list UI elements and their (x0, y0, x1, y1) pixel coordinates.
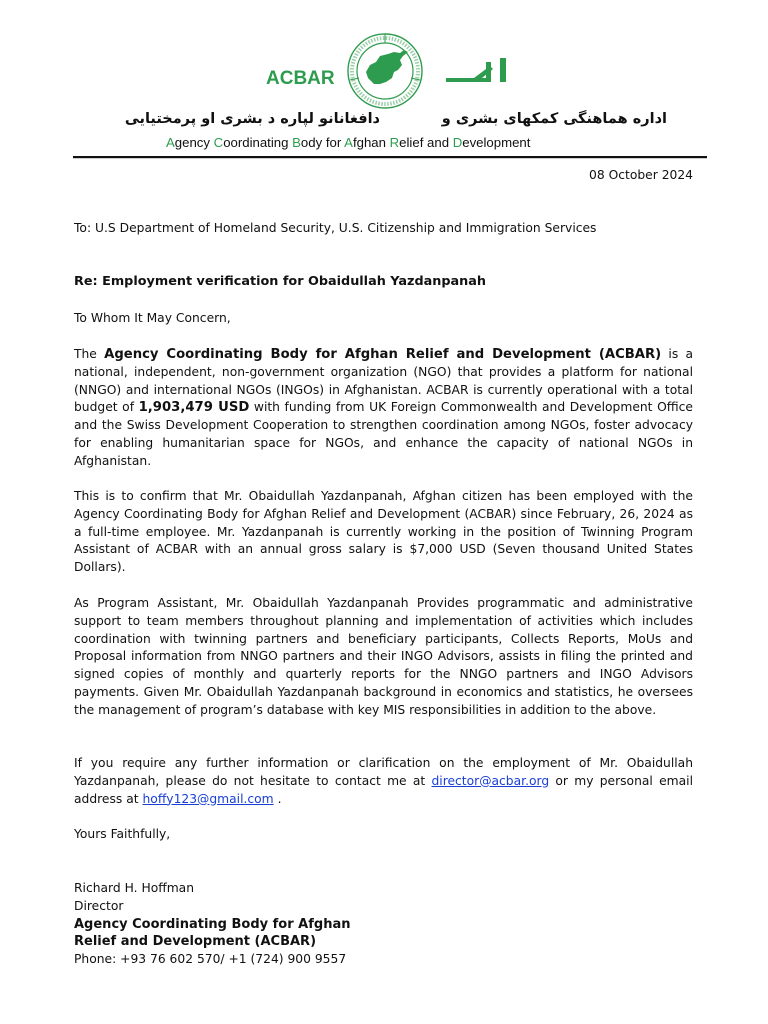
signatory-org-line2: Relief and Development (ACBAR) (74, 934, 317, 950)
letterhead-divider-shadow (73, 158, 707, 159)
paragraph-job-duties: As Program Assistant, Mr. Obaidullah Yazdanpanah Provides programmatic and administrative support to team members throughout planning and implementation of activities which includes coordination with twinning partners and beneficiary participants, Collects Reports, MoUs and Proposal information from NNGO partners and their INGO Advisors, assists in filing the printed and signed copies of monthly and quarterly reports for the NNGO partners and INGO Advisors payments. Given Mr. Obaidullah Yazdanpanah background in economics and statistics, he oversees the management of program’s database with key MIS responsibilities in addition to the above. (74, 596, 693, 717)
name-initial: B (292, 135, 301, 150)
signatory-org-line1: Agency Coordinating Body for Afghan (74, 916, 351, 932)
director-email-link[interactable]: director@acbar.org (431, 773, 550, 788)
afghanistan-map-seal-icon (346, 32, 424, 110)
name-initial: R (389, 135, 400, 150)
name-part: elief and (399, 135, 453, 150)
persian-name-right: اداره هماهنگی کمکهای بشری و (441, 111, 667, 127)
recipient-line: To: U.S Department of Homeland Security, U.S. Citizenship and Immigration Services (74, 221, 597, 235)
text: If you require any further information or clarification on the employment of Mr. Obaidullah Yazdanpanah, please do not hesitate to contact me at (74, 756, 693, 788)
name-initial: A (344, 135, 353, 150)
signatory-phone: Phone: +93 76 602 570/ +1 (724) 900 9557 (74, 952, 347, 967)
org-name-bold: Agency Coordinating Body for Afghan Relief and Development (ACBAR) (104, 347, 662, 362)
persian-name-left: دافغانانو لپاره د بشری او پرمختیایی (124, 111, 380, 127)
text: The (74, 347, 105, 361)
text: is a national, independent, non-government organization (NGO) that provides a platform for national (NNGO) and international NGOs (INGOs) in Afghanistan. ACBAR is currently operational with a total budget of (74, 347, 694, 415)
name-initial: C (213, 135, 224, 150)
acbar-wordmark-fa (444, 52, 512, 92)
salutation: To Whom It May Concern, (74, 311, 231, 325)
name-part: ody for (300, 135, 345, 150)
name-initial: A (166, 135, 175, 150)
name-part: evelopment (462, 135, 531, 150)
name-part: oordinating (223, 135, 293, 150)
text: or my personal email address at (74, 773, 693, 806)
subject-line: Re: Employment verification for Obaidullah Yazdanpanah (74, 274, 487, 289)
paragraph-employment-confirmation: This is to confirm that Mr. Obaidullah Yazdanpanah, Afghan citizen has been employed with the Agency Coordinating Body for Afghan Relief and Development (ACBAR) since February, 26, 2024 as a full-time employee. Mr. Yazdanpanah is currently working in the position of Twinning Program Assistant of ACBAR with an annual gross salary is $7,000 USD (Seven thousand United States Dollars). (74, 489, 693, 575)
personal-email-link[interactable]: hoffy123@gmail.com (142, 791, 274, 806)
text: with funding from UK Foreign Commonwealth and Development Office and the Swiss Development Cooperation to strengthen coordination among NGOs, foster advocacy for enabling humanitarian space for NGOs, and enhance the capacity of national NGOs in Afghanistan. (74, 400, 693, 468)
closing: Yours Faithfully, (74, 827, 171, 841)
signatory-title: Director (74, 898, 124, 913)
text: . (273, 791, 282, 806)
name-part: gency (174, 135, 214, 150)
name-part: fghan (352, 135, 390, 150)
signature-block (74, 880, 350, 969)
acbar-wordmark-en: ACBAR (266, 68, 335, 89)
english-org-name (166, 135, 530, 150)
letter-date: 08 October 2024 (589, 168, 693, 182)
letterhead (0, 0, 768, 165)
paragraph-contact (74, 755, 693, 808)
name-initial: D (452, 135, 463, 150)
signatory-name: Richard H. Hoffman (74, 881, 195, 895)
paragraph-about-acbar (74, 346, 693, 471)
budget-amount: 1,903,479 USD (138, 400, 250, 416)
